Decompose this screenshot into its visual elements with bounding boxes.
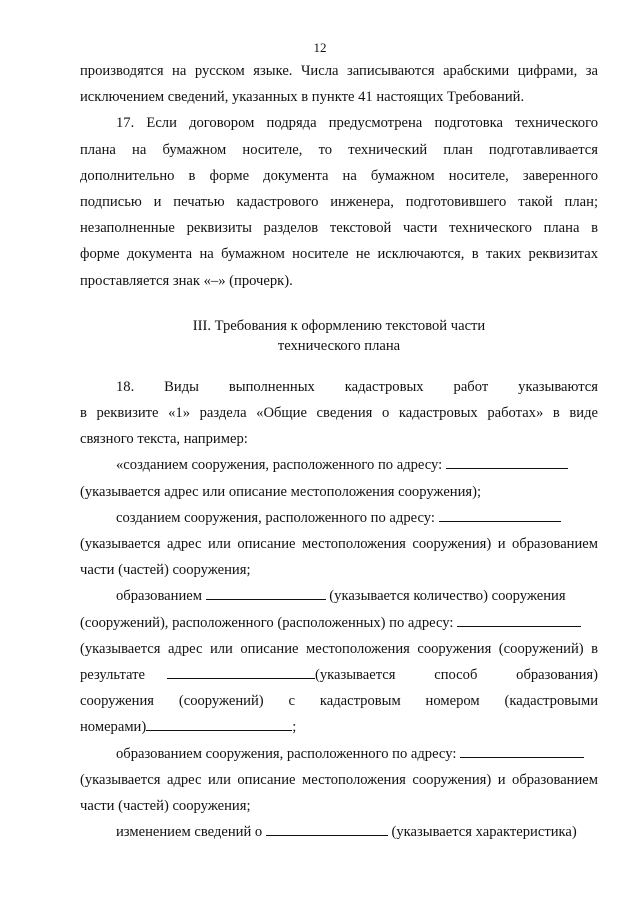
example-2-line: (указывается адрес или описание местоположения сооружения) и образованием xyxy=(80,536,598,553)
paragraph-17-line: подписью и печатью кадастрового инженера, подготовившего такой план; xyxy=(80,194,598,211)
example-3-line xyxy=(80,662,598,688)
blank-line xyxy=(266,821,388,836)
example-text: образованием xyxy=(116,588,202,605)
example-1-line xyxy=(80,452,598,478)
example-3-line xyxy=(80,610,598,636)
blank-line xyxy=(206,585,326,600)
example-text: «созданием сооружения, расположенного по адресу: xyxy=(116,457,443,474)
paragraph-17-line: дополнительно в форме документа на бумажном носителе, заверенного xyxy=(80,167,598,184)
paragraph-17-line: незаполненные реквизиты разделов текстовой части технического плана в xyxy=(80,220,598,237)
example-text: результате xyxy=(80,667,145,684)
document-body xyxy=(80,58,598,845)
example-4-line xyxy=(80,741,598,767)
example-2-line xyxy=(80,505,598,531)
paragraph-17-line: плана на бумажном носителе, то технический план подготавливается xyxy=(80,141,598,158)
example-text: (указывается характеристика) xyxy=(391,824,577,841)
example-3-line xyxy=(80,714,598,740)
paragraph-18-line: связного текста, например: xyxy=(80,431,248,448)
example-text: (указывается количество) сооружения xyxy=(329,588,566,605)
example-text: (сооружений), расположенного (расположенных) по адресу: xyxy=(80,614,454,631)
paragraph-18-line: в реквизите «1» раздела «Общие сведения о кадастровых работах» в виде xyxy=(80,405,598,422)
example-3-line: (указывается адрес или описание местоположения сооружения (сооружений) в xyxy=(80,640,598,657)
example-text: образованием сооружения, расположенного по адресу: xyxy=(116,745,457,762)
example-text: изменением сведений о xyxy=(116,824,263,841)
section-heading-line: технического плана xyxy=(277,337,401,354)
blank-line xyxy=(167,664,315,679)
example-text: (указывается способ образования) xyxy=(314,667,598,684)
blank-line xyxy=(457,612,581,627)
example-text: номерами) xyxy=(80,719,147,736)
text-line: исключением сведений, указанных в пункте 41 настоящих Требований. xyxy=(80,89,525,106)
section-heading-line: III. Требования к оформлению текстовой части xyxy=(192,317,486,334)
text-line: производятся на русском языке. Числа записываются арабскими цифрами, за xyxy=(80,63,598,79)
example-5-line xyxy=(80,819,598,845)
blank-line xyxy=(439,507,561,522)
example-1-line: (указывается адрес или описание местоположения сооружения); xyxy=(80,483,482,500)
paragraph-17-line: проставляется знак «–» (прочерк). xyxy=(80,272,293,289)
section-heading xyxy=(80,316,598,356)
page-number: 12 xyxy=(313,40,327,55)
paragraph-17-line: 17. Если договором подряда предусмотрена подготовка технического xyxy=(116,115,598,132)
example-3-line: сооружения (сооружений) с кадастровым номером (кадастровыми xyxy=(80,693,598,710)
example-2-line: части (частей) сооружения; xyxy=(80,562,251,579)
example-4-line: части (частей) сооружения; xyxy=(80,798,251,815)
blank-line xyxy=(446,454,568,469)
blank-line xyxy=(460,743,584,758)
paragraph-18-line: 18. Виды выполненных кадастровых работ указываются xyxy=(116,378,598,395)
blank-line xyxy=(146,716,292,731)
example-text: ; xyxy=(292,719,297,736)
paragraph-17-line: форме документа на бумажном носителе не исключаются, в таких реквизитах xyxy=(80,246,598,263)
example-4-line: (указывается адрес или описание местоположения сооружения) и образованием xyxy=(80,771,598,788)
example-text: созданием сооружения, расположенного по адресу: xyxy=(116,509,435,526)
example-3-line xyxy=(80,583,598,609)
